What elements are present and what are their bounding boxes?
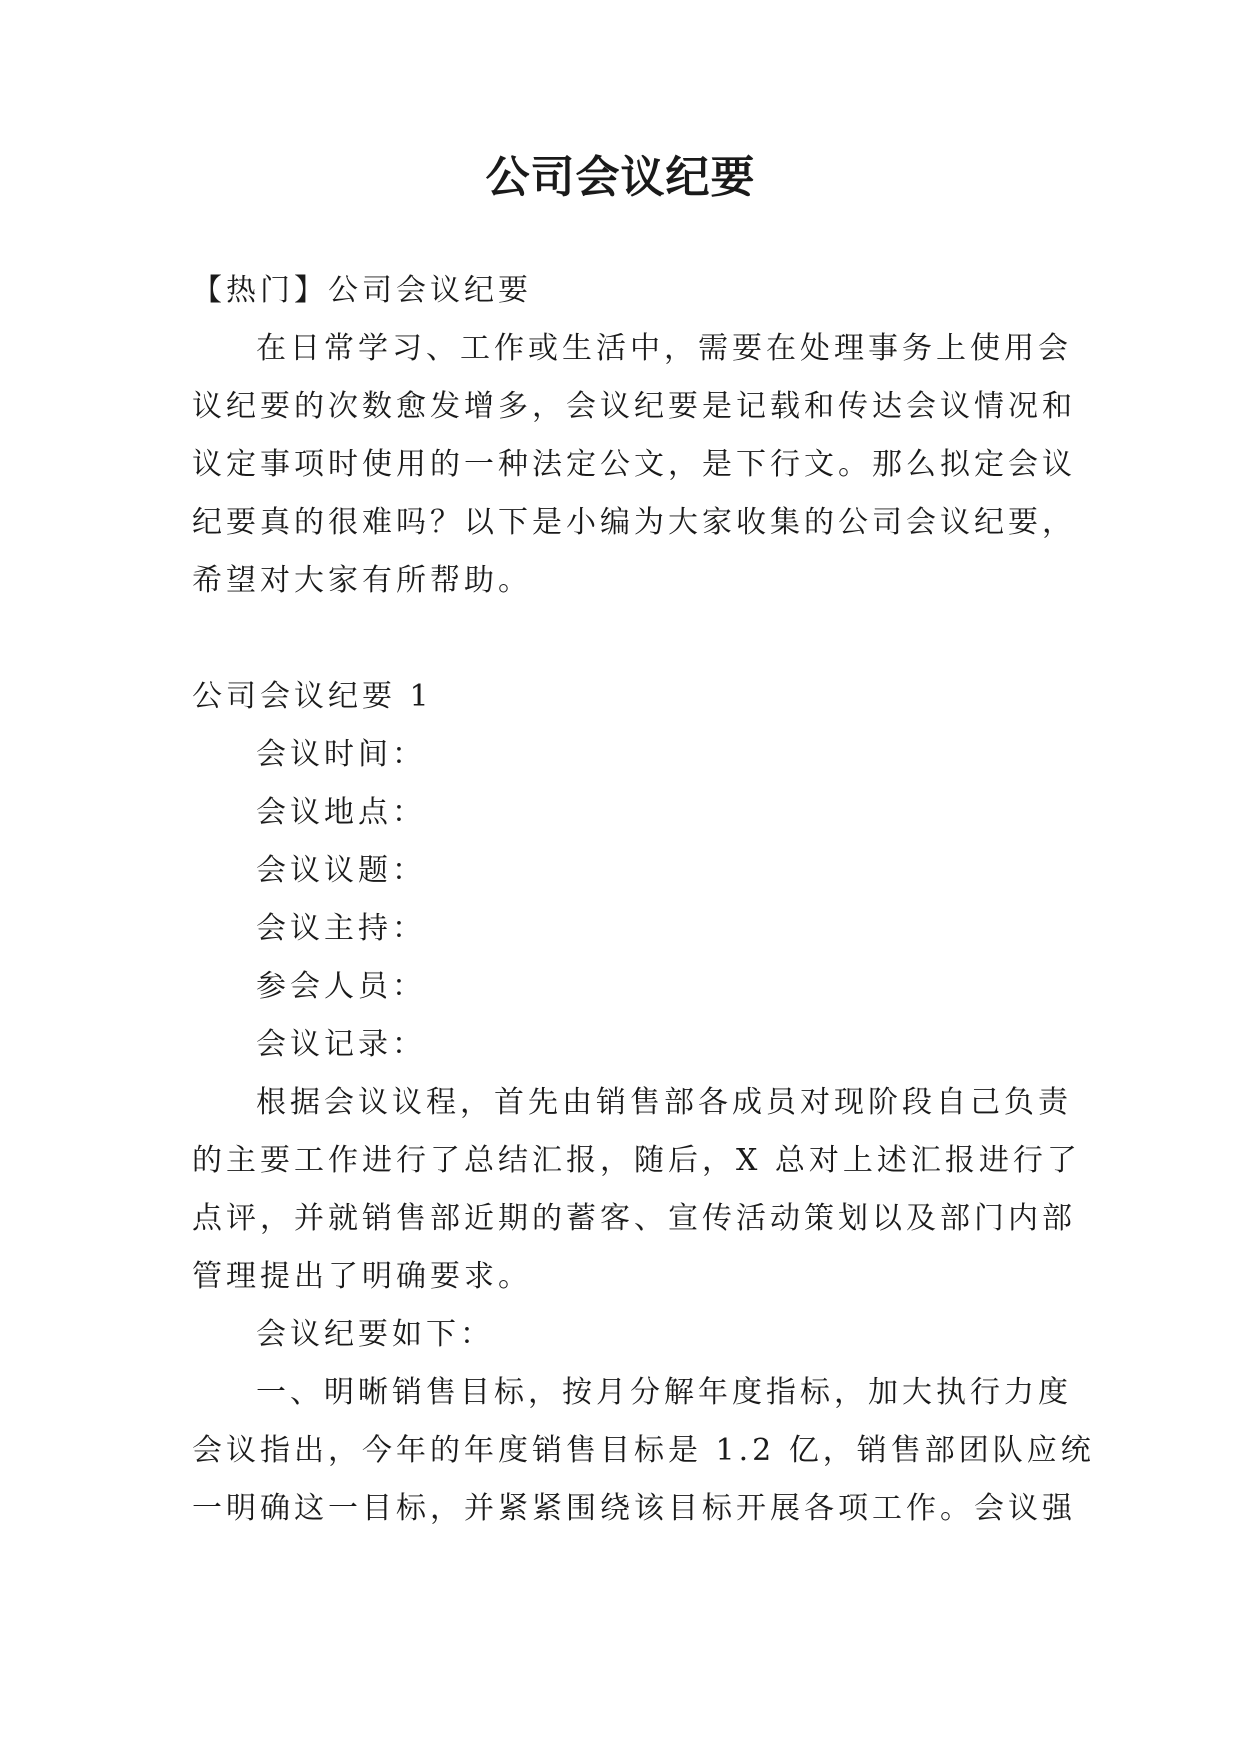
paragraph-spacer — [192, 610, 1052, 668]
attendees-field: 参会人员： — [256, 969, 426, 1004]
meeting-host-field: 会议主持： — [256, 911, 426, 946]
summary-heading: 会议纪要如下： — [256, 1317, 494, 1352]
meeting-location-field: 会议地点： — [256, 795, 426, 830]
point-one-line: 会议指出，今年的年度销售目标是 1.2 亿，销售部团队应统 — [192, 1433, 1095, 1468]
record-line: 点评，并就销售部近期的蓄客、宣传活动策划以及部门内部 — [192, 1201, 1076, 1236]
intro-heading: 【热门】公司会议纪要 — [192, 273, 532, 308]
document-body — [192, 262, 1095, 1538]
intro-line: 在日常学习、工作或生活中，需要在处理事务上使用会 — [256, 331, 1072, 366]
record-line: 根据会议议程，首先由销售部各成员对现阶段自己负责 — [256, 1085, 1072, 1120]
record-line: 管理提出了明确要求。 — [192, 1259, 532, 1294]
meeting-time-field: 会议时间： — [256, 737, 426, 772]
section-heading: 公司会议纪要 1 — [192, 679, 433, 714]
point-one-line: 一明确这一目标，并紧紧围绕该目标开展各项工作。会议强 — [192, 1491, 1076, 1526]
intro-line: 纪要真的很难吗？以下是小编为大家收集的公司会议纪要， — [192, 505, 1076, 540]
intro-line: 议纪要的次数愈发增多，会议纪要是记载和传达会议情况和 — [192, 389, 1076, 424]
point-one-line: 一、明晰销售目标，按月分解年度指标，加大执行力度 — [256, 1375, 1072, 1410]
meeting-record-field: 会议记录： — [256, 1027, 426, 1062]
record-line: 的主要工作进行了总结汇报，随后，X 总对上述汇报进行了 — [192, 1143, 1081, 1178]
document-title: 公司会议纪要 — [485, 152, 756, 203]
meeting-topic-field: 会议议题： — [256, 853, 426, 888]
intro-line: 议定事项时使用的一种法定公文，是下行文。那么拟定会议 — [192, 447, 1076, 482]
intro-line: 希望对大家有所帮助。 — [192, 563, 532, 598]
